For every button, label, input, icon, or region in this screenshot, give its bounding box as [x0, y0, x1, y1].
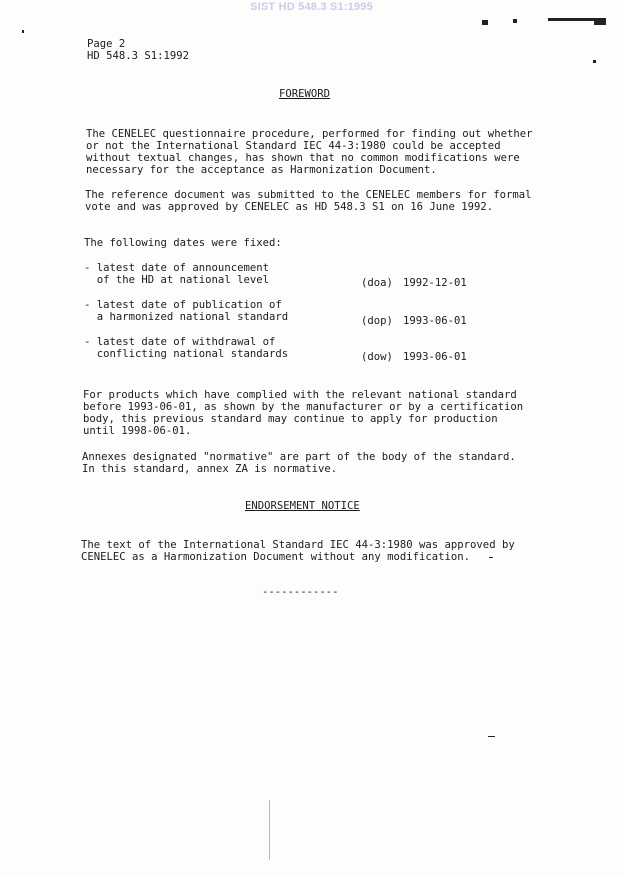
- date-item-label: - latest date of publication of: [84, 299, 282, 311]
- text-line: until 1998-06-01.: [83, 425, 192, 437]
- date-value: 1993-06-01: [403, 315, 467, 327]
- date-item-label: conflicting national standards: [84, 348, 289, 360]
- scan-speck: [482, 20, 488, 25]
- date-item-label: a harmonized national standard: [84, 311, 289, 323]
- watermark: SIST HD 548.3 S1:1995: [250, 1, 373, 13]
- text-line: necessary for the acceptance as Harmonization Document.: [86, 164, 437, 176]
- text-line: The text of the International Standard IEC 44-3:1980 was approved by: [81, 539, 515, 551]
- text-line: vote and was approved by CENELEC as HD 548.3 S1 on 16 June 1992.: [85, 201, 494, 213]
- page-number: Page 2: [87, 38, 126, 50]
- text-line: body, this previous standard may continue to apply for production: [83, 413, 498, 425]
- date-value: 1993-06-01: [403, 351, 467, 363]
- text-line: The reference document was submitted to the CENELEC members for formal: [85, 189, 532, 201]
- foreword-heading: FOREWORD: [279, 88, 331, 100]
- text-line: CENELEC as a Harmonization Document without any modification.: [81, 551, 471, 563]
- document-id: HD 548.3 S1:1992: [87, 50, 190, 62]
- text-line: In this standard, annex ZA is normative.: [82, 463, 338, 475]
- scan-speck: [593, 60, 596, 63]
- text-line: before 1993-06-01, as shown by the manufacturer or by a certification: [83, 401, 524, 413]
- scan-line: [269, 800, 270, 860]
- scan-speck: [489, 557, 493, 558]
- text-line: or not the International Standard IEC 44-3:1980 could be accepted: [86, 140, 501, 152]
- date-item-label: - latest date of withdrawal of: [84, 336, 276, 348]
- text-line: For products which have complied with the relevant national standard: [83, 389, 517, 401]
- end-rule: ------------: [262, 586, 339, 598]
- date-code: (dow): [361, 351, 393, 363]
- scan-speck: [22, 30, 24, 33]
- text-line: The CENELEC questionnaire procedure, performed for finding out whether: [86, 128, 533, 140]
- date-item-label: of the HD at national level: [84, 274, 269, 286]
- scan-speck: [594, 21, 606, 25]
- endorsement-heading: ENDORSEMENT NOTICE: [245, 500, 360, 512]
- date-code: (dop): [361, 315, 393, 327]
- dates-intro: The following dates were fixed:: [84, 237, 282, 249]
- date-item-label: - latest date of announcement: [84, 262, 269, 274]
- scan-speck: [488, 736, 495, 737]
- date-code: (doa): [361, 277, 393, 289]
- date-value: 1992-12-01: [403, 277, 467, 289]
- text-line: without textual changes, has shown that no common modifications were: [86, 152, 520, 164]
- text-line: Annexes designated "normative" are part of the body of the standard.: [82, 451, 516, 463]
- scan-speck: [513, 19, 517, 23]
